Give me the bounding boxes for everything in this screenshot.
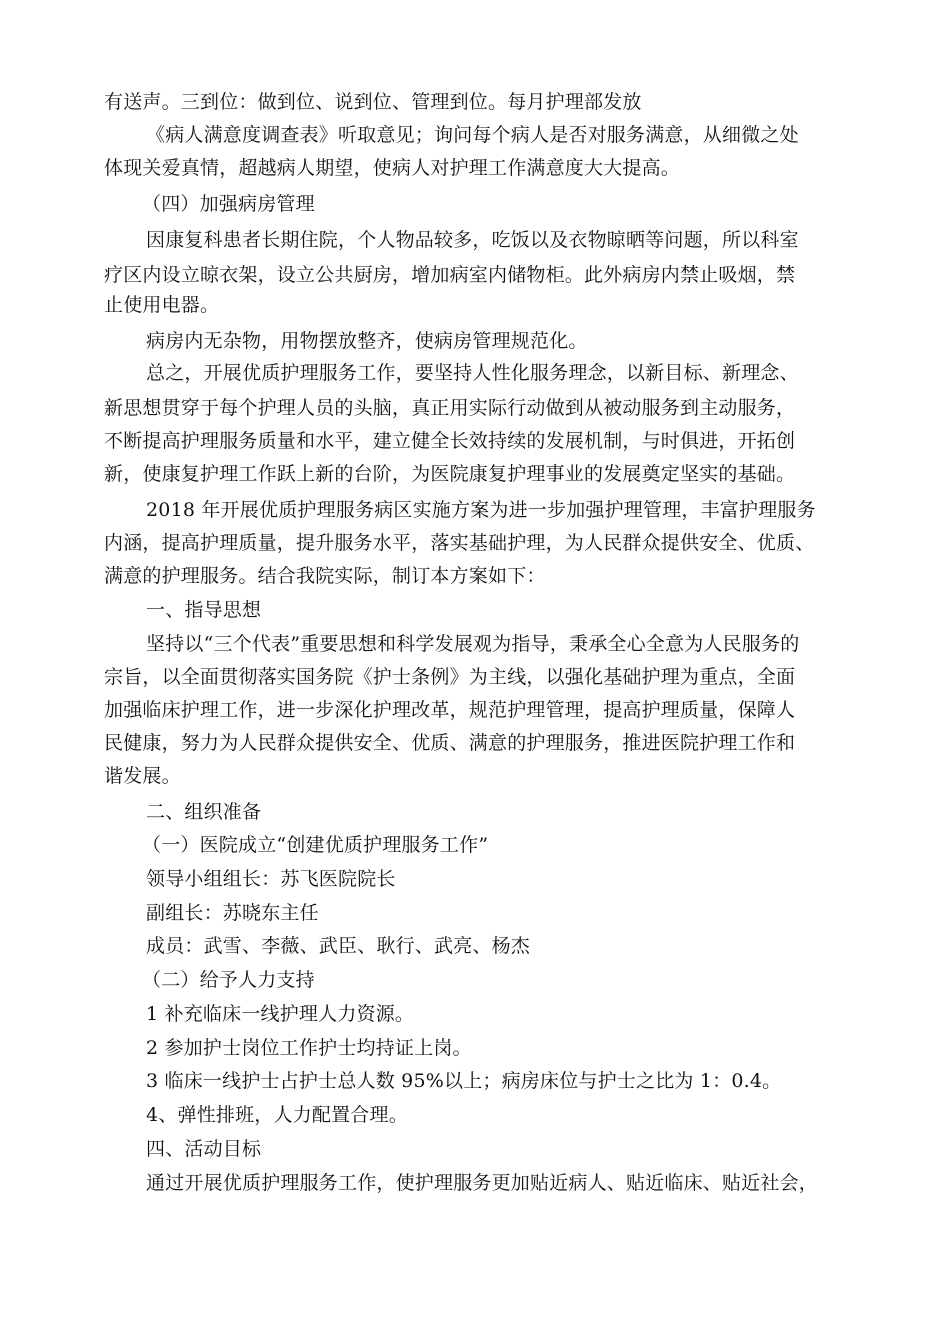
section-heading: 四、活动目标 [146, 1138, 262, 1160]
list-item: 3 临床一线护士占护士总人数 95%以上；病房床位与护士之比为 1：0.4。 [146, 1070, 782, 1092]
paragraph-line: 内涵，提高护理质量，提升服务水平，落实基础护理，为人民群众提供安全、优质、 [104, 532, 815, 554]
list-item: 2 参加护士岗位工作护士均持证上岗。 [146, 1037, 472, 1059]
paragraph-line: 病房内无杂物，用物摆放整齐，使病房管理规范化。 [146, 330, 588, 352]
paragraph-line: 通过开展优质护理服务工作，使护理服务更加贴近病人、贴近临床、贴近社会， [146, 1172, 819, 1194]
paragraph-line: 因康复科患者长期住院，个人物品较多，吃饭以及衣物晾晒等问题，所以科室 [146, 229, 799, 251]
paragraph-line: 民健康，努力为人民群众提供安全、优质、满意的护理服务，推进医院护理工作和 [104, 732, 796, 754]
paragraph-line: 加强临床护理工作，进一步深化护理改革，规范护理管理，提高护理质量，保障人 [104, 699, 796, 721]
paragraph-line: 新，使康复护理工作跃上新的台阶，为医院康复护理事业的发展奠定坚实的基础。 [104, 463, 796, 485]
paragraph-line: 新思想贯穿于每个护理人员的头脑，真正用实际行动做到从被动服务到主动服务， [104, 397, 796, 419]
paragraph-line: 总之，开展优质护理服务工作，要坚持人性化服务理念，以新目标、新理念、 [146, 362, 799, 384]
list-item: 4、弹性排班，人力配置合理。 [146, 1104, 408, 1126]
paragraph-line: 疗区内设立晾衣架，设立公共厨房，增加病室内储物柜。此外病房内禁止吸烟，禁 [104, 264, 796, 286]
paragraph-line: 领导小组组长：苏飞医院院长 [146, 868, 396, 890]
section-heading: （四）加强病房管理 [142, 193, 315, 215]
paragraph-line: 有送声。三到位：做到位、说到位、管理到位。每月护理部发放 [104, 91, 642, 113]
paragraph-line: 副组长：苏晓东主任 [146, 902, 319, 924]
subsection-heading: （一）医院成立“创建优质护理服务工作” [142, 834, 489, 856]
paragraph-line: 体现关爱真情，超越病人期望，使病人对护理工作满意度大大提高。 [104, 157, 681, 179]
list-item: 1 补充临床一线护理人力资源。 [146, 1003, 415, 1025]
section-heading: 一、指导思想 [146, 599, 262, 621]
paragraph-line: 《病人满意度调查表》听取意见；询问每个病人是否对服务满意，从细微之处 [146, 124, 799, 146]
paragraph-line: 不断提高护理服务质量和水平，建立健全长效持续的发展机制，与时俱进，开拓创 [104, 430, 796, 452]
paragraph-line: 止使用电器。 [104, 294, 220, 316]
subsection-heading: （二）给予人力支持 [142, 969, 315, 991]
paragraph-line: 满意的护理服务。结合我院实际，制订本方案如下： [104, 565, 546, 587]
paragraph-line: 谐发展。 [104, 765, 181, 787]
paragraph-line: 宗旨，以全面贯彻落实国务院《护士条例》为主线，以强化基础护理为重点，全面 [104, 666, 796, 688]
paragraph-line: 2018 年开展优质护理服务病区实施方案为进一步加强护理管理，丰富护理服务 [146, 499, 816, 521]
paragraph-line: 坚持以“三个代表”重要思想和科学发展观为指导，秉承全心全意为人民服务的 [146, 633, 800, 655]
section-heading: 二、组织准备 [146, 801, 262, 823]
paragraph-line: 成员：武雪、李薇、武臣、耿行、武亮、杨杰 [146, 935, 531, 957]
